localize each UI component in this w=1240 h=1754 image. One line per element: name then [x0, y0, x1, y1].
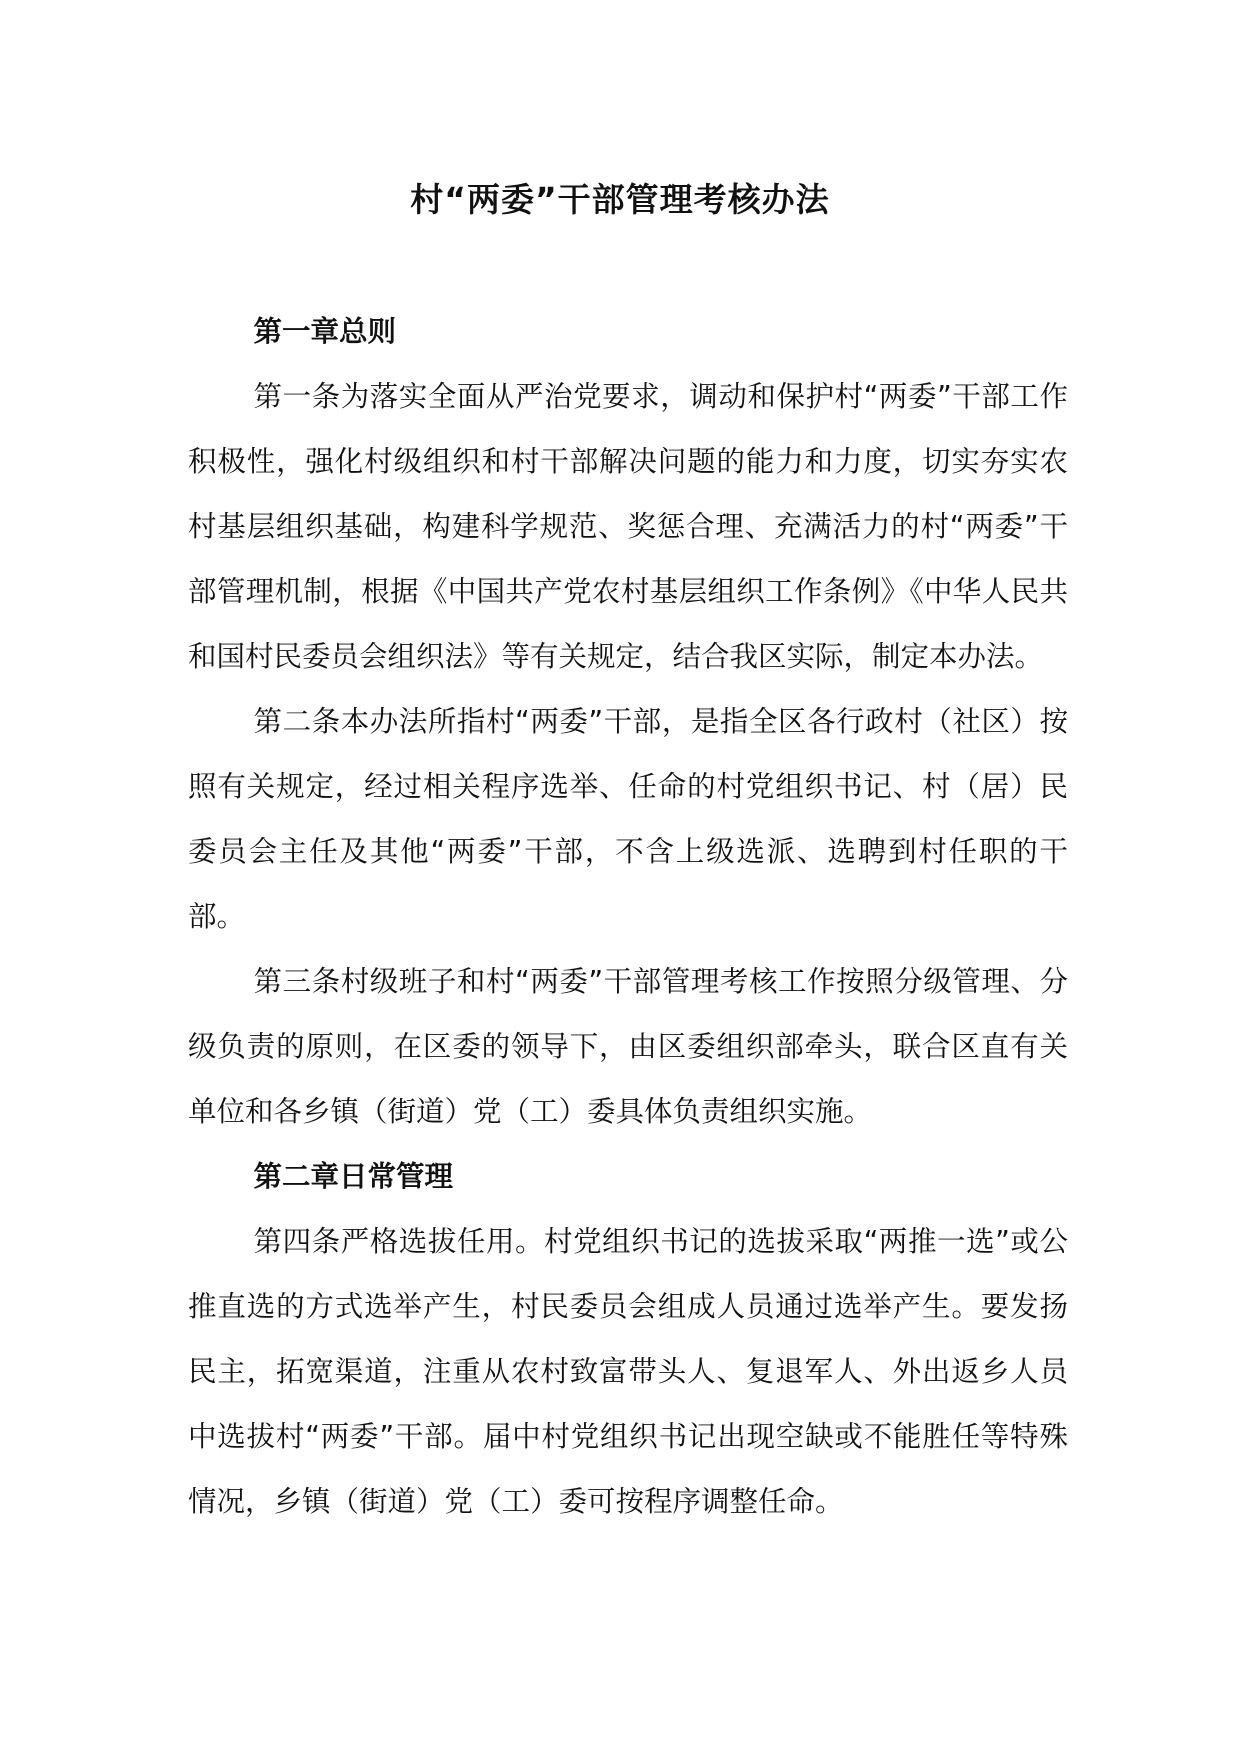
article-paragraph: 第三条村级班子和村“两委”干部管理考核工作按照分级管理、分级负责的原则，在区委的领导下，由区委组织部牵头，联合区直有关单位和各乡镇（街道）党（工）委具体负责组织实施。: [188, 965, 1068, 1128]
article-paragraph: 第二条本办法所指村“两委”干部，是指全区各行政村（社区）按照有关规定，经过相关程序选举、任命的村党组织书记、村（居）民委员会主任及其他“两委”干部，不含上级选派、选聘到村任职的干部。: [188, 705, 1068, 933]
article-paragraph: 第四条严格选拔任用。村党组织书记的选拔采取“两推一选”或公推直选的方式选举产生，村民委员会组成人员通过选举产生。要发扬民主，拓宽渠道，注重从农村致富带头人、复退军人、外出返乡人员中选拔村“两委”干部。届中村党组织书记出现空缺或不能胜任等特殊情况，乡镇（街道）党（工）委可按程序调整任命。: [188, 1225, 1068, 1518]
document-title: 村“两委”干部管理考核办法: [410, 180, 830, 219]
article-paragraph: 第一条为落实全面从严治党要求，调动和保护村“两委”干部工作积极性，强化村级组织和村干部解决问题的能力和力度，切实夯实农村基层组织基础，构建科学规范、奖惩合理、充满活力的村“两委”干部管理机制，根据《中国共产党农村基层组织工作条例》《中华人民共和国村民委员会组织法》等有关规定，结合我区实际，制定本办法。: [188, 380, 1068, 673]
chapter-heading: 第一章总则: [253, 315, 397, 348]
document-body: [188, 299, 1068, 1534]
chapter-heading: 第二章日常管理: [253, 1160, 454, 1193]
